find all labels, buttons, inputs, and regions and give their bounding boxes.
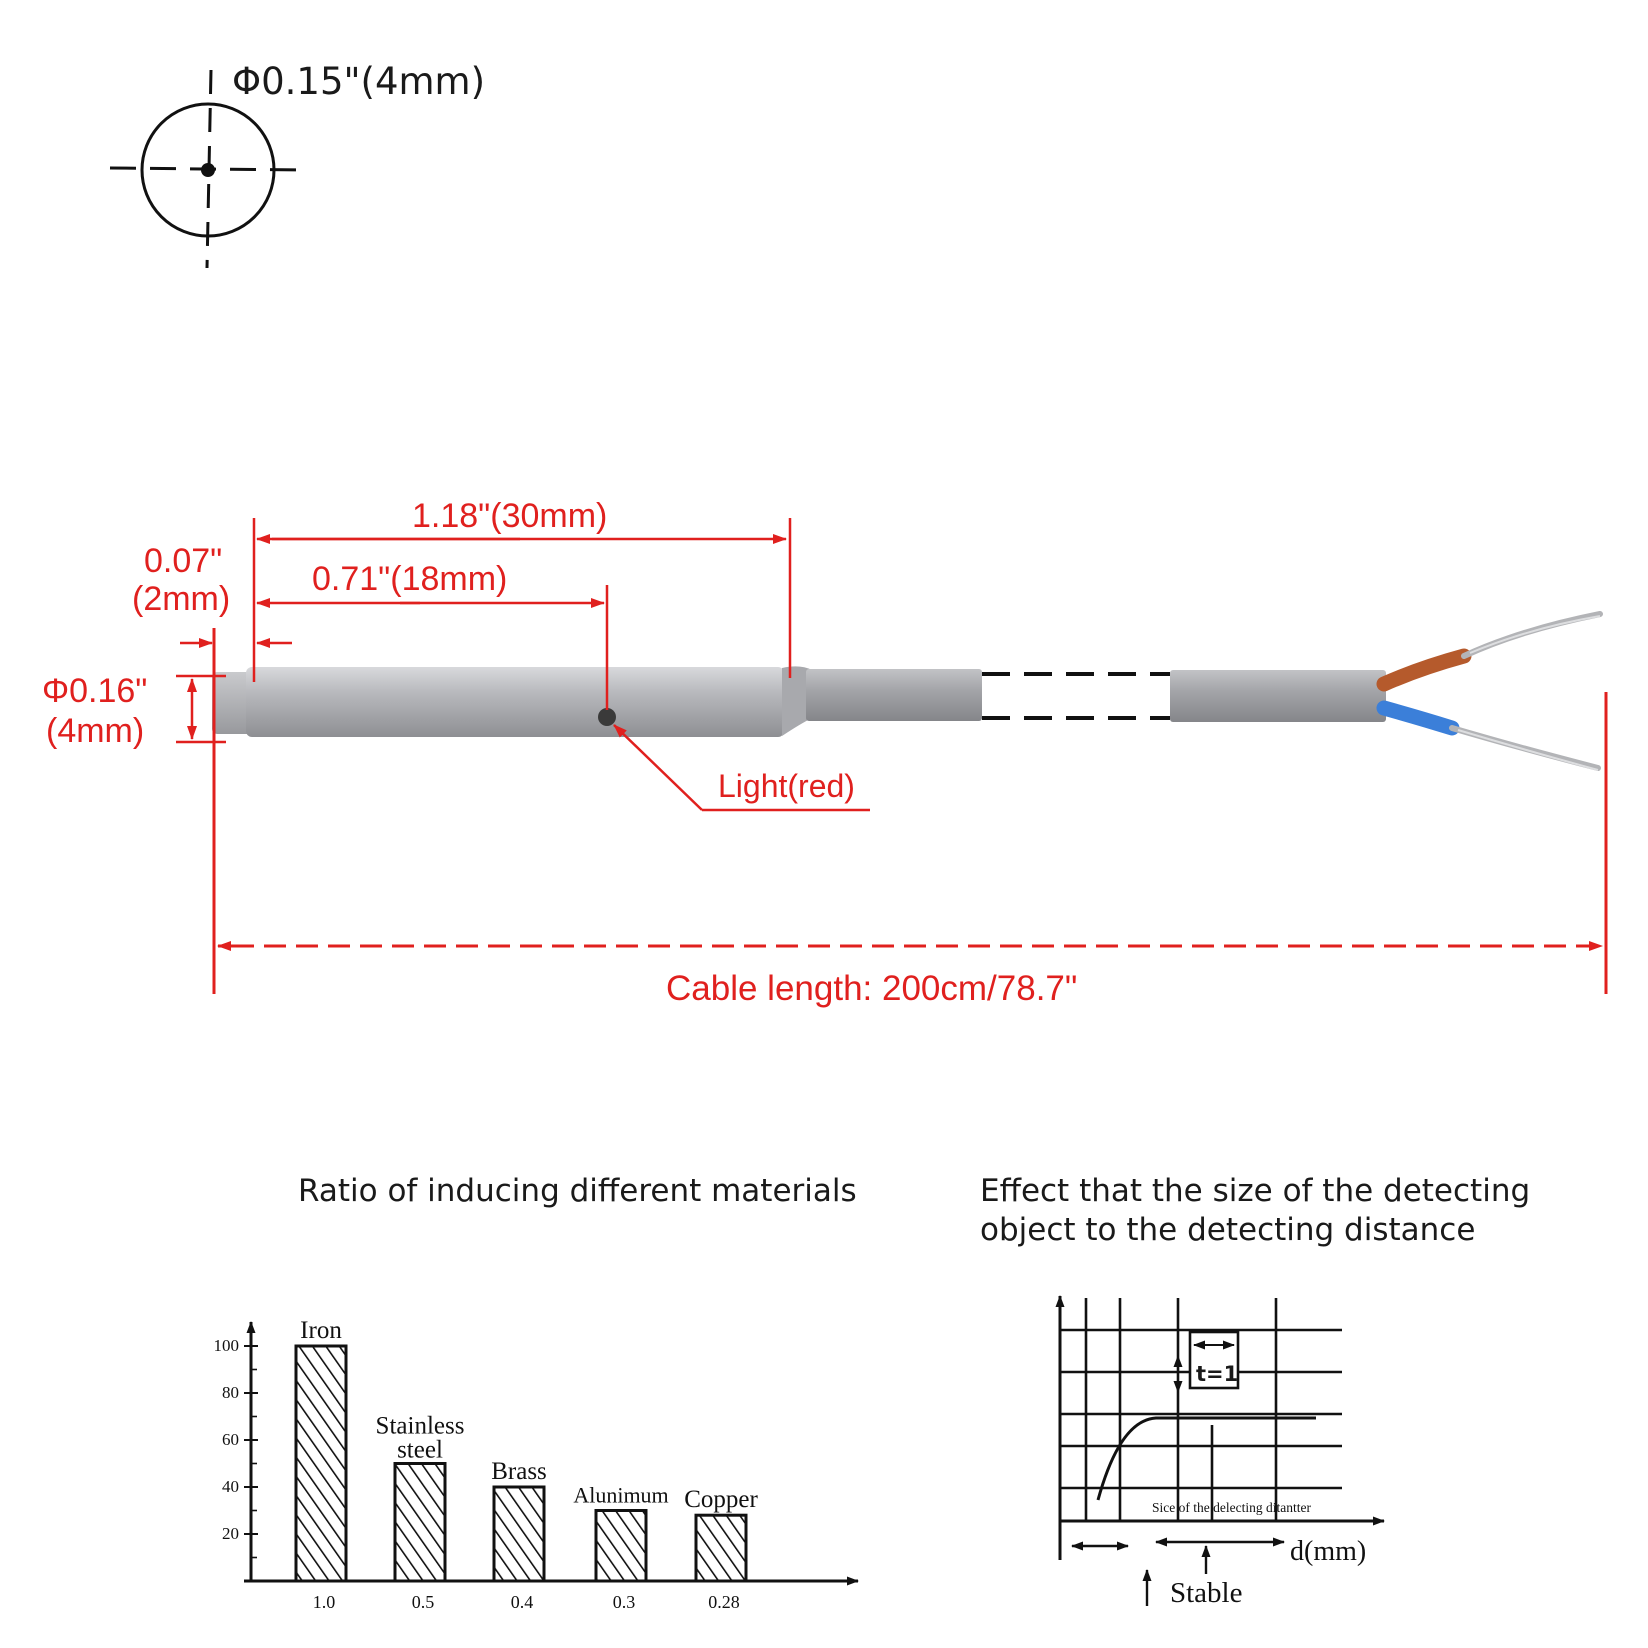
- bar-chart-y-tick-label: 100: [213, 1336, 239, 1355]
- distance-chart: [980, 1173, 1530, 1609]
- bar-ratio-label: 1.0: [312, 1592, 336, 1612]
- bar-brass: [494, 1487, 544, 1581]
- bar-chart-y-tick-label: 40: [222, 1477, 239, 1496]
- target-box-label: t=1: [1196, 1362, 1239, 1386]
- bar-chart-y-tick-label: 20: [222, 1524, 239, 1543]
- total-length-label: 1.18"(30mm): [412, 497, 608, 535]
- cable-segment-right: [1170, 670, 1386, 722]
- wire-strands-blue-2: [1458, 730, 1598, 770]
- front-view-vertical-centerline: [207, 70, 211, 268]
- cable-segment-left: [806, 669, 982, 721]
- bar-category-label: Iron: [300, 1317, 342, 1344]
- materials-chart-title: Ratio of inducing different materials: [298, 1173, 857, 1209]
- bar-copper: [696, 1515, 746, 1581]
- bar-chart-plot: [214, 1317, 859, 1612]
- bar-alunimum: [596, 1511, 646, 1582]
- dimension-labels: [42, 497, 1077, 1008]
- cable-length-label: Cable length: 200cm/78.7": [666, 969, 1078, 1008]
- light-label: Light(red): [718, 768, 855, 804]
- bar-ratio-label: 0.28: [708, 1592, 740, 1612]
- sensor-body: [246, 667, 784, 737]
- wire-brown: [1384, 656, 1464, 684]
- bar-category-label: Alunimum: [573, 1482, 669, 1508]
- x-axis-label: d(mm): [1290, 1536, 1367, 1567]
- indicator-light: [598, 708, 616, 726]
- stable-label: Stable: [1170, 1577, 1243, 1609]
- wire-blue: [1384, 708, 1452, 728]
- curve-label: Sice of the delecting ditantter: [1152, 1500, 1311, 1515]
- bar-category-label-line2: steel: [397, 1436, 443, 1464]
- distance-chart-title-line1: Effect that the size of the detecting: [980, 1173, 1531, 1209]
- bar-ratio-label: 0.5: [411, 1592, 435, 1612]
- light-position-label: 0.71"(18mm): [312, 560, 508, 598]
- bar-chart-y-tick-label: 80: [222, 1383, 239, 1402]
- front-view: [110, 60, 485, 268]
- bar-ratio-label: 0.4: [510, 1592, 534, 1612]
- tip-length-label-inch: 0.07": [144, 542, 223, 580]
- bar-category-label: Copper: [684, 1486, 758, 1514]
- front-view-diameter-label: Φ0.15"(4mm): [232, 60, 486, 103]
- bar-ratio-label: 0.3: [612, 1592, 636, 1612]
- bar-stainless-steel: [395, 1464, 445, 1582]
- diameter-label-mm: (4mm): [46, 712, 145, 750]
- light-leader-diagonal: [614, 725, 702, 810]
- materials-chart: [214, 1173, 859, 1612]
- bar-chart-y-tick-label: 60: [222, 1430, 239, 1449]
- side-view: [212, 614, 1600, 770]
- bar-category-label: Stainless: [375, 1412, 465, 1440]
- bar-category-label: Brass: [491, 1458, 547, 1485]
- distance-chart-title-line2: object to the detecting distance: [980, 1212, 1476, 1248]
- diameter-label-inch: Φ0.16": [42, 672, 148, 710]
- tip-length-label-mm: (2mm): [132, 580, 231, 618]
- bar-iron: [296, 1346, 346, 1581]
